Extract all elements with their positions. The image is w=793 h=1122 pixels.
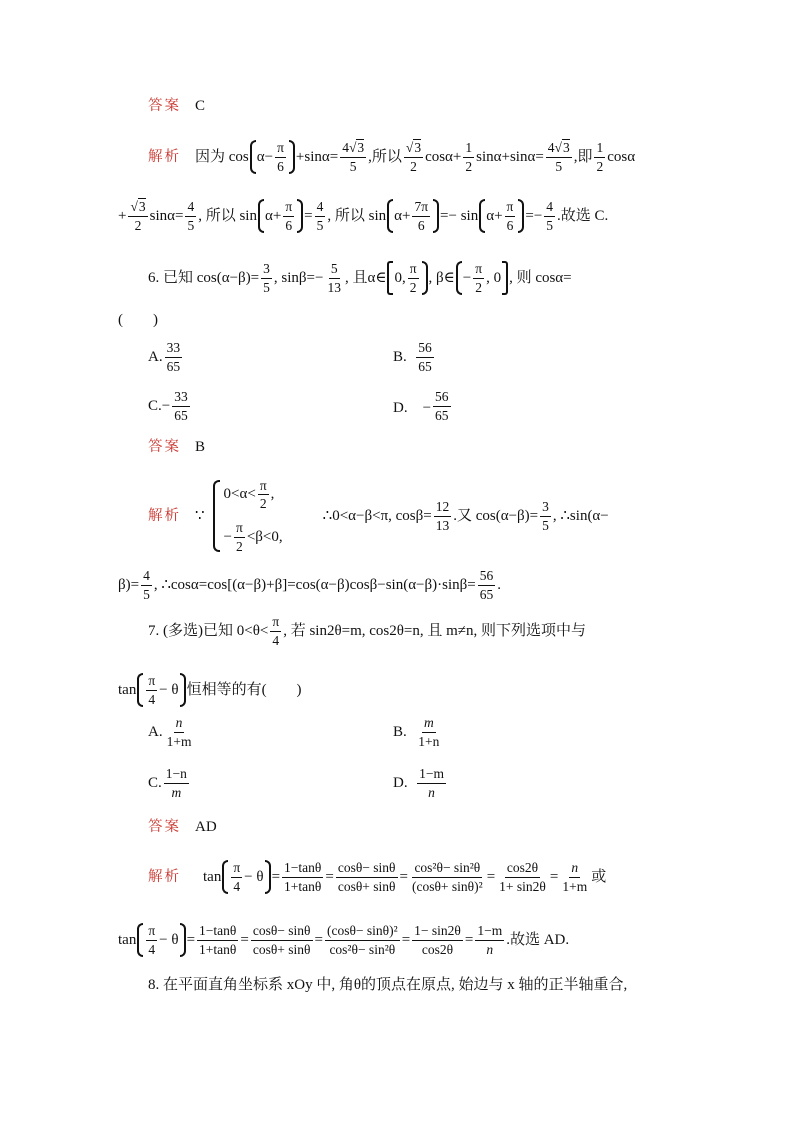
solution-label: 解析: [148, 148, 181, 165]
option-label: A.: [148, 723, 163, 740]
text: cosα: [607, 148, 636, 165]
fraction: $\frac{12}{13}$: [435, 498, 450, 533]
fraction: $\frac{\pi}{2}$: [409, 260, 417, 295]
fraction: $\frac{4}{5}$: [546, 198, 554, 233]
fraction: $\frac{\pi}{2}$: [236, 520, 243, 554]
text: +sinα=: [295, 148, 339, 165]
fraction: $\frac{\pi}{2}$: [259, 477, 267, 512]
q6-option-d[interactable]: [393, 389, 453, 423]
text: 7. (多选)已知 0<θ<: [148, 622, 269, 639]
q6-paren: [118, 313, 158, 328]
fraction: $\frac{n}{1+m}$: [166, 715, 192, 749]
brace: [213, 480, 220, 552]
fraction: $\frac{1-\tan\theta}{1+\tan\theta}$: [284, 859, 322, 894]
text: <β<0,: [246, 528, 283, 545]
paren-group: [250, 140, 295, 174]
text: 恒相等的有( ): [186, 681, 302, 698]
option-label: D. −: [393, 399, 432, 416]
text: =: [549, 868, 559, 885]
text: .故选 C.: [557, 207, 609, 224]
text: , 所以 sin: [198, 207, 257, 224]
fraction: $\frac{1-\tan\theta}{1+\tan\theta}$: [199, 922, 237, 957]
fraction: $\frac{1-m}{n}$: [419, 766, 444, 800]
q5-solution-line-1: [148, 137, 635, 177]
fraction: $\frac{\pi}{2}$: [475, 260, 483, 295]
q7-stem-line-1: [148, 611, 586, 651]
text: 因为 cos: [195, 148, 249, 165]
text: − θ: [159, 681, 179, 698]
fraction: $\frac{\pi}{4}$: [233, 859, 241, 894]
text: .又 cos(α−β)=: [453, 507, 539, 524]
solution-label: 解析: [148, 868, 181, 885]
text: 8. 在平面直角坐标系 xOy 中, 角θ的顶点在原点, 始边与 x 轴的正半轴重合,: [148, 977, 628, 993]
q7-answer-line: [148, 820, 217, 835]
option-label: B.: [393, 348, 407, 365]
fraction: $\frac{\cos\theta- \sin\theta}{\cos\theta+ \sin\theta}$: [252, 922, 311, 957]
fraction: $\frac{n}{1+m}$: [562, 859, 588, 894]
q8-stem-line: [148, 978, 627, 993]
fraction: $\frac{3}{5}$: [263, 260, 270, 295]
text: =: [271, 868, 281, 885]
text: ,即: [573, 148, 593, 165]
fraction: $\frac{56}{65}$: [435, 389, 449, 423]
fraction: $\frac{\cos 2\theta}{1+ \sin 2\theta}$: [499, 859, 546, 894]
q6-option-b[interactable]: [393, 340, 436, 374]
paren-group: [479, 199, 524, 233]
fraction: $\frac{4√3}{5}$: [547, 139, 570, 174]
q6-option-a[interactable]: [148, 340, 184, 374]
answer-label: 答案: [148, 439, 181, 456]
fraction: $\frac{3}{5}$: [542, 498, 549, 533]
text: α−: [256, 148, 274, 165]
paren-group: [137, 923, 185, 957]
text: =: [486, 868, 496, 885]
solution-label: 解析: [148, 507, 181, 524]
text: ∵: [195, 507, 205, 524]
text: ( ): [118, 312, 158, 328]
fraction: $\frac{5}{13}$: [327, 260, 341, 295]
text: , 则 cosα=: [509, 269, 572, 286]
interval: [387, 261, 427, 295]
fraction: $\frac{7\pi}{6}$: [414, 198, 429, 233]
option-label: A.: [148, 348, 163, 365]
option-label: B.: [393, 723, 407, 740]
text: 0,: [394, 269, 406, 286]
text: ,: [270, 486, 275, 503]
paren-group: [258, 199, 303, 233]
paren-group: [387, 199, 439, 233]
text: α+: [264, 207, 282, 224]
text: =: [401, 931, 411, 948]
answer-label: 答案: [148, 98, 181, 115]
fraction: $\frac{\cos\theta- \sin\theta}{\cos\theta+ \sin\theta}$: [337, 859, 396, 894]
text: =− sin: [440, 207, 479, 224]
text: − θ: [244, 868, 264, 885]
text: tan: [203, 868, 222, 885]
text: , β∈: [428, 269, 455, 286]
text: .: [497, 576, 501, 593]
fraction: $\frac{4√3}{5}$: [342, 139, 365, 174]
text: β)=: [118, 576, 140, 593]
text: −: [462, 269, 472, 286]
fraction: $\frac{\pi}{6}$: [506, 198, 514, 233]
q6-solution-line-2: [118, 565, 501, 605]
text: 0: [493, 269, 502, 286]
fraction: $\frac{1}{2}$: [596, 139, 604, 174]
fraction: $\frac{\text{cos²θ− sin²θ}}{\text{(cosθ+ sinθ)²}}$: [411, 859, 483, 894]
text: =: [464, 931, 474, 948]
text: , 若 sin2θ=m, cos2θ=n, 且 m≠n, 则下列选项中与: [283, 622, 587, 639]
fraction: $\frac{\pi}{6}$: [277, 139, 284, 174]
q6-answer-line: [148, 440, 205, 455]
fraction: $\frac{\text{(cosθ− sinθ)²}}{\text{cos²θ− sin²θ}}$: [326, 922, 398, 957]
fraction: $\frac{4}{5}$: [316, 198, 324, 233]
text: =−: [525, 207, 543, 224]
option-label: C.: [148, 774, 162, 791]
fraction: $\frac{\pi}{4}$: [148, 922, 156, 957]
q7-option-b[interactable]: [393, 715, 443, 749]
q7-stem-line-2: [118, 670, 302, 710]
option-label: D.: [393, 774, 408, 791]
fraction: $\frac{33}{65}$: [166, 340, 181, 374]
fraction: $\frac{m}{1+n}$: [418, 715, 440, 749]
fraction: $\frac{4}{5}$: [143, 567, 150, 602]
answer-label: 答案: [148, 819, 181, 836]
text: , ∴sin(α−: [552, 507, 609, 524]
text: 或: [591, 868, 607, 885]
fraction: $\frac{\pi}{6}$: [285, 198, 293, 233]
q5-solution-line-2: [118, 196, 608, 236]
fraction: $\frac{\pi}{4}$: [148, 672, 156, 707]
text: α+: [394, 207, 411, 224]
fraction: $\frac{1- \sin 2\theta}{\cos 2\theta}$: [414, 922, 461, 957]
fraction: $\frac{56}{65}$: [418, 340, 432, 374]
text: , 且α∈: [344, 269, 387, 286]
text: =: [186, 931, 196, 948]
text: , sinβ=−: [273, 269, 324, 286]
fraction: $\frac{\pi}{4}$: [272, 613, 280, 648]
text: 6. 已知 cos(α−β)=: [148, 269, 260, 286]
text: , 所以 sin: [327, 207, 387, 224]
text: sinα=: [149, 207, 184, 224]
text: tan: [118, 931, 137, 948]
text: =: [304, 207, 313, 224]
text: sinα+sinα=: [476, 148, 544, 165]
text: +: [118, 207, 127, 224]
text: , ∴cosα=cos[(α−β)+β]=cos(α−β)cosβ−sin(α−β)·sinβ=: [153, 576, 476, 593]
text: .故选 AD.: [506, 931, 570, 948]
text: ,所以: [368, 148, 402, 165]
q5-answer-line: [148, 99, 205, 114]
text: tan: [118, 681, 137, 698]
answer-value: C: [195, 98, 206, 114]
fraction: $\frac{56}{65}$: [479, 567, 494, 602]
text: =: [314, 931, 323, 948]
q7-option-d[interactable]: [393, 766, 448, 800]
text: cosα+: [425, 148, 462, 165]
fraction: $\frac{1-n}{m}$: [165, 766, 187, 800]
text: − θ: [159, 931, 179, 948]
q6-stem-line: [148, 258, 572, 298]
q6-option-c[interactable]: [148, 389, 192, 423]
fraction: $\frac{1-m}{n}$: [477, 922, 503, 957]
fraction: $\frac{33}{65}$: [174, 389, 188, 423]
case-system: [213, 478, 283, 554]
text: α+: [486, 207, 503, 224]
text: ∴0<α−β<π, cosβ=: [322, 507, 432, 524]
q6-solution-line-1: [148, 474, 609, 558]
fraction: $\frac{1}{2}$: [465, 139, 473, 174]
fraction: $\frac{√3}{2}$: [130, 198, 146, 233]
paren-group: [137, 673, 185, 707]
text: =: [240, 931, 249, 948]
text: =: [399, 868, 408, 885]
text: ,: [486, 269, 490, 286]
answer-value: B: [195, 439, 206, 455]
option-label: C.−: [148, 397, 171, 414]
answer-value: AD: [195, 819, 217, 835]
q7-solution-line-2: [118, 918, 569, 962]
interval: [456, 261, 508, 295]
q7-option-c[interactable]: [148, 766, 191, 800]
text: −: [223, 528, 233, 545]
paren-group: [222, 860, 270, 894]
text: 0<α<: [223, 486, 256, 503]
q7-solution-line-1: [148, 855, 606, 899]
text: =: [325, 868, 334, 885]
q7-option-a[interactable]: [148, 715, 195, 749]
fraction: $\frac{4}{5}$: [187, 198, 195, 233]
fraction: $\frac{√3}{2}$: [405, 139, 422, 174]
